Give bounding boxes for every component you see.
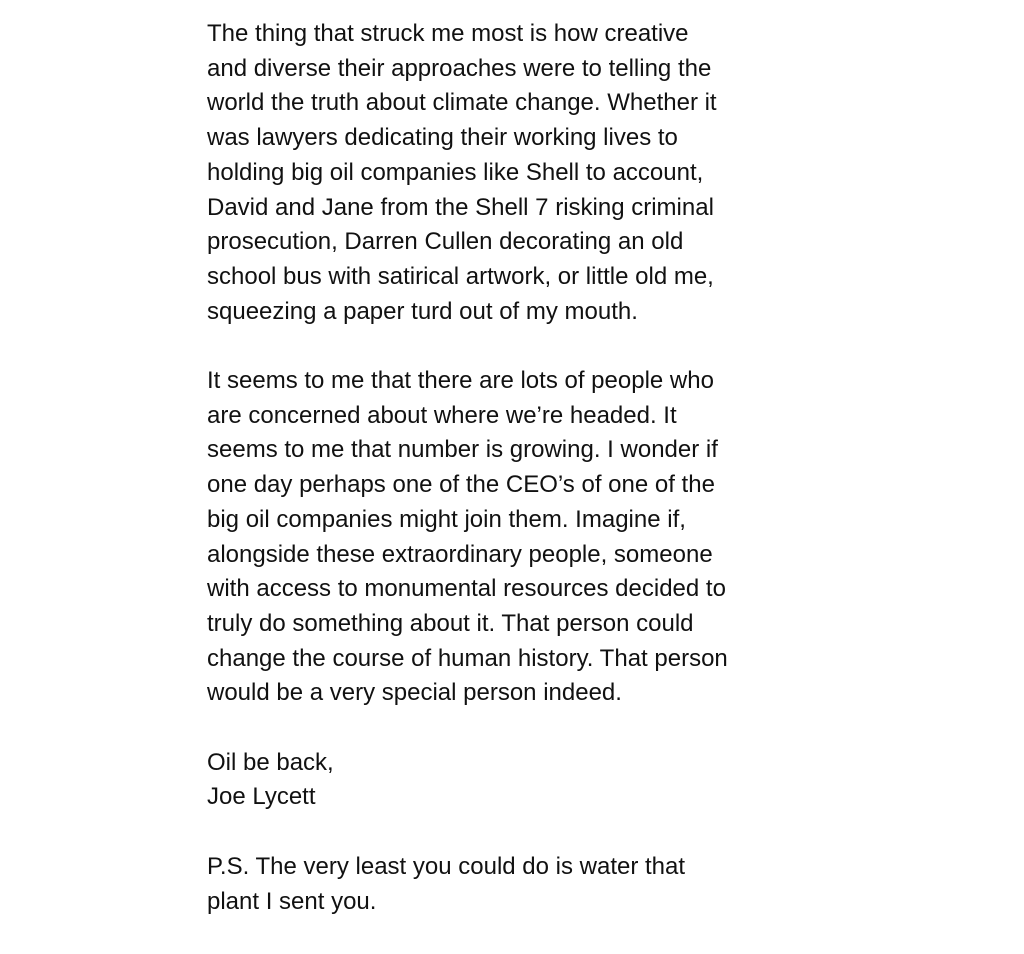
- text-line: squeezing a paper turd out of my mouth.: [207, 297, 638, 325]
- letter-body: [207, 17, 817, 954]
- text-line: P.S. The very least you could do is water that: [207, 852, 686, 880]
- paragraph-1: [207, 17, 817, 329]
- sign-off: [207, 746, 817, 815]
- paragraph-2: [207, 364, 817, 711]
- text-line: holding big oil companies like Shell to account,: [207, 158, 704, 186]
- postscript: [207, 850, 817, 919]
- text-line: The thing that struck me most is how creative: [207, 20, 689, 47]
- text-line: alongside these extraordinary people, someone: [207, 540, 713, 568]
- text-line: world the truth about climate change. Whether it: [207, 89, 717, 117]
- text-line: and diverse their approaches were to telling the: [207, 54, 712, 82]
- text-line: would be a very special person indeed.: [207, 679, 622, 707]
- text-line: change the course of human history. That person: [207, 644, 728, 672]
- text-line: big oil companies might join them. Imagine if,: [207, 505, 686, 533]
- text-line: truly do something about it. That person could: [207, 609, 694, 637]
- text-line: It seems to me that there are lots of people who: [207, 367, 714, 395]
- text-line: was lawyers dedicating their working lives to: [207, 124, 678, 152]
- text-line: plant I sent you.: [207, 887, 377, 915]
- text-line: seems to me that number is growing. I wonder if: [207, 436, 718, 464]
- text-line: are concerned about where we’re headed. It: [207, 401, 677, 429]
- text-line: school bus with satirical artwork, or little old me,: [207, 262, 714, 290]
- text-line: prosecution, Darren Cullen decorating an old: [207, 228, 684, 256]
- text-line: one day perhaps one of the CEO’s of one of the: [207, 471, 715, 499]
- closing-line: Oil be back,: [207, 748, 334, 776]
- text-line: David and Jane from the Shell 7 risking criminal: [207, 193, 714, 221]
- text-line: with access to monumental resources decided to: [207, 575, 726, 603]
- signature-name: Joe Lycett: [207, 783, 316, 811]
